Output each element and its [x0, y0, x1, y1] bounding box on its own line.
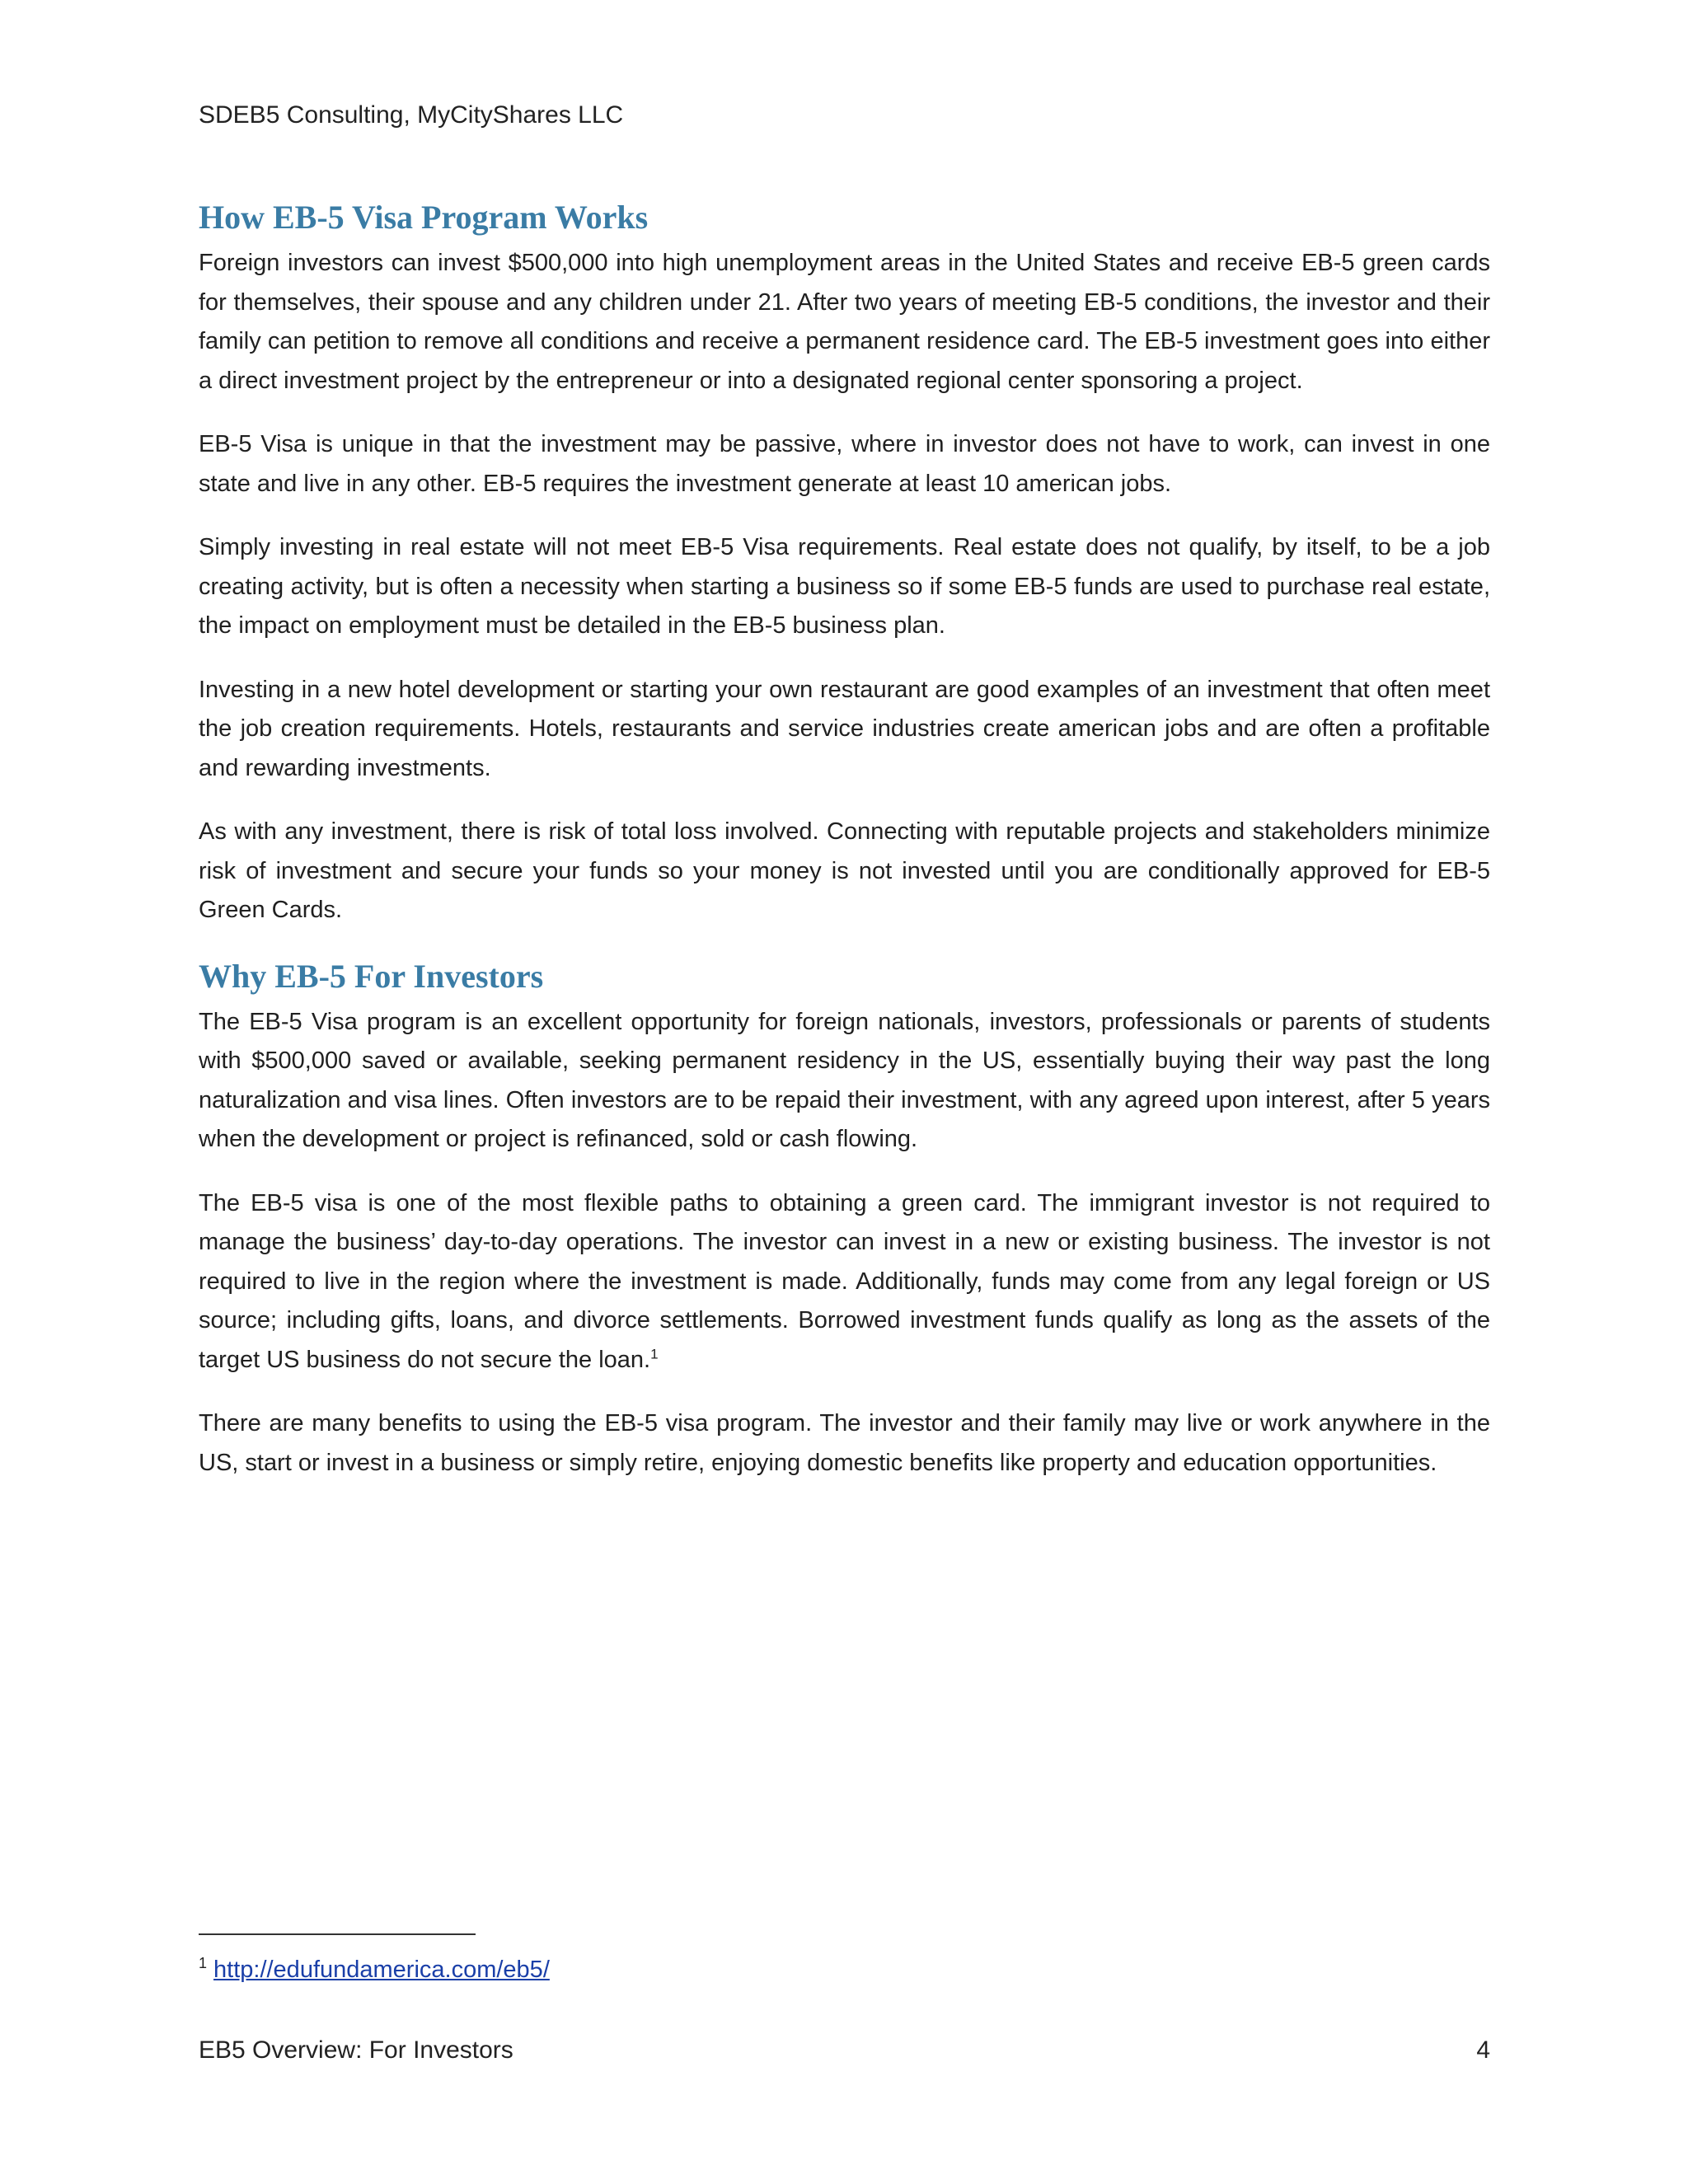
body-paragraph: Investing in a new hotel development or starting your own restaurant are good examples of an investment that often meet the job creation requirements. Hotels, restaurants and service industries create american jobs and are often a profitable and rewarding investments. — [199, 676, 1490, 781]
paragraph-text: The EB-5 visa is one of the most flexible paths to obtaining a green card. The immigrant investor is not required to manage the business’ day-to-day operations. The investor can invest in a new or existing business. The investor is not required to live in the region where the investment is made. Additionally, funds may come from any legal foreign or US source; including gifts, loans, and divorce settlements. Borrowed investment funds qualify as long as the assets of the target US business do not secure the loan. — [199, 1189, 1490, 1373]
running-footer-title: EB5 Overview: For Investors — [199, 2036, 513, 2064]
section-heading: Why EB-5 For Investors — [199, 957, 544, 995]
footnote — [199, 1953, 550, 1986]
body-paragraph: As with any investment, there is risk of total loss involved. Connecting with reputable projects and stakeholders minimize risk of investment and secure your funds so your money is not invested until you are conditionally approved for EB-5 Green Cards. — [199, 818, 1490, 923]
footnote-reference[interactable]: 1 — [650, 1345, 659, 1361]
body-paragraph: There are many benefits to using the EB-5 visa program. The investor and their family may live or work anywhere in the US, start or invest in a business or simply retire, enjoying domestic benefits like property and education opportunities. — [199, 1410, 1490, 1476]
footnote-link[interactable]: http://edufundamerica.com/eb5/ — [213, 1957, 550, 1983]
body-paragraph: The EB-5 Visa program is an excellent opportunity for foreign nationals, investors, professionals or parents of students with $500,000 saved or available, seeking permanent residency in the US, essentially buying their way past the long naturalization and visa lines. Often investors are to be repaid their investment, with any agreed upon interest, after 5 years when the development or project is refinanced, sold or cash flowing. — [199, 1008, 1490, 1152]
page-number: 4 — [1476, 2036, 1490, 2064]
section-heading: How EB-5 Visa Program Works — [199, 199, 649, 236]
footnote-mark: 1 — [199, 1955, 208, 1972]
body-paragraph: Foreign investors can invest $500,000 into high unemployment areas in the United States and receive EB-5 green cards for themselves, their spouse and any children under 21. After two years of meeting EB-5 conditions, the investor and their family can petition to remove all conditions and receive a permanent residence card. The EB-5 investment goes into either a direct investment project by the entrepreneur or into a designated regional center sponsoring a project. — [199, 250, 1490, 394]
body-paragraph-with-footnote — [199, 1184, 1490, 1380]
page-content — [199, 196, 1490, 1507]
footnote-divider — [199, 1933, 476, 1935]
body-paragraph: EB-5 Visa is unique in that the investment may be passive, where in investor does not have to work, can invest in one state and live in any other. EB-5 requires the investment generate at least 10 american jobs. — [199, 431, 1490, 497]
running-header: SDEB5 Consulting, MyCityShares LLC — [199, 101, 624, 129]
section-how-it-works — [199, 196, 1490, 930]
section-why-eb5 — [199, 955, 1490, 1483]
body-paragraph: Simply investing in real estate will not meet EB-5 Visa requirements. Real estate does not qualify, by itself, to be a job creating activity, but is often a necessity when starting a business so if some EB-5 funds are used to purchase real estate, the impact on employment must be detailed in the EB-5 business plan. — [199, 534, 1490, 639]
